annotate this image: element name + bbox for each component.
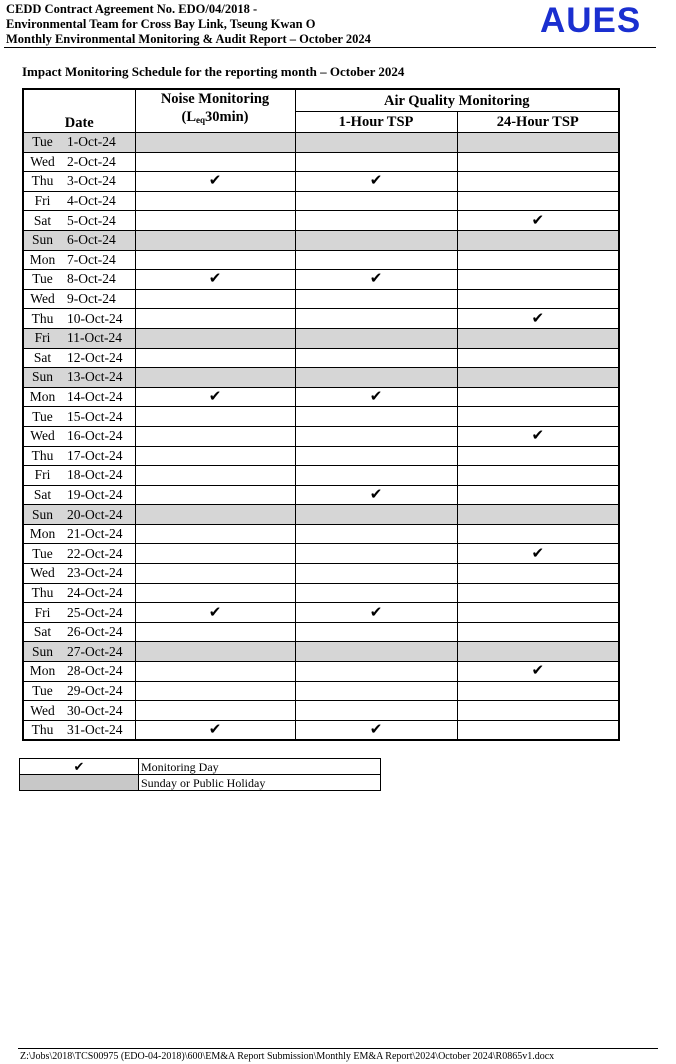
row-day: Sat (23, 485, 61, 505)
row-tsp1-cell (295, 348, 457, 368)
section-title: Impact Monitoring Schedule for the reporting month – October 2024 (22, 64, 405, 79)
row-date: 10-Oct-24 (61, 309, 135, 329)
row-date: 16-Oct-24 (61, 426, 135, 446)
row-tsp1-cell (295, 289, 457, 309)
row-date: 20-Oct-24 (61, 505, 135, 525)
table-row (23, 230, 619, 250)
row-noise-cell (135, 289, 295, 309)
row-noise-cell: ✔ (135, 387, 295, 407)
table-row (23, 681, 619, 701)
table-row (23, 270, 619, 290)
legend-row-monitoring (20, 759, 381, 775)
row-noise-cell (135, 505, 295, 525)
header-report-line: Monthly Environmental Monitoring & Audit Report – October 2024 (6, 32, 371, 46)
row-day: Thu (23, 309, 61, 329)
row-tsp1-cell: ✔ (295, 172, 457, 192)
row-tsp24-cell (457, 505, 619, 525)
row-tsp1-cell (295, 230, 457, 250)
row-tsp1-cell (295, 426, 457, 446)
table-row (23, 485, 619, 505)
noise-header-post: 30min) (205, 109, 249, 125)
schedule-body (23, 133, 619, 741)
row-day: Thu (23, 720, 61, 740)
row-tsp24-cell: ✔ (457, 662, 619, 682)
row-noise-cell (135, 230, 295, 250)
row-day: Thu (23, 583, 61, 603)
row-date: 11-Oct-24 (61, 328, 135, 348)
row-noise-cell (135, 368, 295, 388)
table-row (23, 387, 619, 407)
row-tsp24-cell (457, 524, 619, 544)
row-date: 30-Oct-24 (61, 701, 135, 721)
row-day: Sun (23, 505, 61, 525)
table-row (23, 446, 619, 466)
row-date: 5-Oct-24 (61, 211, 135, 231)
row-tsp1-cell (295, 152, 457, 172)
row-tsp24-cell (457, 289, 619, 309)
table-row (23, 544, 619, 564)
header-contract-line: CEDD Contract Agreement No. EDO/04/2018 - (6, 2, 258, 16)
row-tsp1-cell (295, 505, 457, 525)
table-row (23, 524, 619, 544)
table-row (23, 328, 619, 348)
row-date: 29-Oct-24 (61, 681, 135, 701)
row-day: Wed (23, 426, 61, 446)
row-day: Mon (23, 387, 61, 407)
footer-file-path: Z:\Jobs\2018\TCS00975 (EDO-04-2018)\600\EM&A Report Submission\Monthly EM&A Report\2024\October 2024\R0865v1.docx (20, 1051, 555, 1062)
row-tsp1-cell: ✔ (295, 603, 457, 623)
row-tsp24-cell (457, 681, 619, 701)
header-divider (4, 47, 656, 48)
row-noise-cell: ✔ (135, 270, 295, 290)
row-noise-cell (135, 662, 295, 682)
row-noise-cell (135, 446, 295, 466)
row-day: Tue (23, 544, 61, 564)
air-quality-header: Air Quality Monitoring (295, 89, 619, 112)
row-tsp24-cell (457, 191, 619, 211)
noise-header-sub: eq (196, 115, 205, 125)
row-tsp24-cell (457, 701, 619, 721)
row-tsp1-cell (295, 642, 457, 662)
row-tsp24-cell: ✔ (457, 544, 619, 564)
row-date: 18-Oct-24 (61, 466, 135, 486)
row-noise-cell (135, 191, 295, 211)
table-row (23, 642, 619, 662)
aues-logo: AUES (540, 1, 642, 40)
row-noise-cell (135, 681, 295, 701)
row-tsp24-cell (457, 407, 619, 427)
row-date: 6-Oct-24 (61, 230, 135, 250)
row-tsp24-cell (457, 466, 619, 486)
legend-monitoring-label: Monitoring Day (139, 759, 381, 775)
row-day: Tue (23, 407, 61, 427)
row-tsp1-cell (295, 191, 457, 211)
row-noise-cell (135, 250, 295, 270)
row-tsp24-cell: ✔ (457, 211, 619, 231)
row-date: 19-Oct-24 (61, 485, 135, 505)
row-day: Mon (23, 662, 61, 682)
row-tsp24-cell (457, 152, 619, 172)
row-tsp1-cell (295, 662, 457, 682)
legend-check-symbol: ✔ (20, 759, 139, 775)
row-tsp24-cell (457, 133, 619, 153)
table-row (23, 211, 619, 231)
row-noise-cell (135, 152, 295, 172)
table-row (23, 466, 619, 486)
table-row (23, 720, 619, 740)
row-tsp1-cell (295, 309, 457, 329)
noise-header-line1: Noise Monitoring (160, 91, 270, 107)
row-tsp24-cell (457, 368, 619, 388)
row-date: 12-Oct-24 (61, 348, 135, 368)
row-date: 24-Oct-24 (61, 583, 135, 603)
row-tsp1-cell (295, 407, 457, 427)
table-row (23, 603, 619, 623)
row-date: 7-Oct-24 (61, 250, 135, 270)
row-date: 14-Oct-24 (61, 387, 135, 407)
row-tsp1-cell (295, 701, 457, 721)
row-day: Wed (23, 152, 61, 172)
row-date: 13-Oct-24 (61, 368, 135, 388)
row-day: Sun (23, 642, 61, 662)
row-noise-cell (135, 701, 295, 721)
row-tsp24-cell (457, 564, 619, 584)
row-day: Sun (23, 230, 61, 250)
row-date: 21-Oct-24 (61, 524, 135, 544)
row-noise-cell (135, 309, 295, 329)
row-tsp24-cell (457, 230, 619, 250)
row-day: Thu (23, 446, 61, 466)
row-day: Sun (23, 368, 61, 388)
row-date: 15-Oct-24 (61, 407, 135, 427)
row-day: Fri (23, 191, 61, 211)
table-row (23, 250, 619, 270)
table-row (23, 407, 619, 427)
row-date: 8-Oct-24 (61, 270, 135, 290)
tsp-1hour-header: 1-Hour TSP (295, 112, 457, 133)
row-day: Fri (23, 466, 61, 486)
row-noise-cell (135, 622, 295, 642)
row-tsp1-cell (295, 133, 457, 153)
row-noise-cell (135, 133, 295, 153)
row-tsp24-cell (457, 348, 619, 368)
table-row (23, 172, 619, 192)
row-tsp1-cell (295, 544, 457, 564)
table-row (23, 426, 619, 446)
table-row (23, 191, 619, 211)
row-noise-cell: ✔ (135, 172, 295, 192)
row-tsp1-cell: ✔ (295, 270, 457, 290)
row-tsp1-cell (295, 466, 457, 486)
row-tsp1-cell (295, 681, 457, 701)
table-row (23, 289, 619, 309)
row-date: 2-Oct-24 (61, 152, 135, 172)
legend-table (19, 758, 381, 791)
row-tsp1-cell (295, 250, 457, 270)
row-tsp24-cell: ✔ (457, 309, 619, 329)
row-date: 28-Oct-24 (61, 662, 135, 682)
table-row (23, 701, 619, 721)
row-noise-cell (135, 524, 295, 544)
table-row (23, 505, 619, 525)
footer-divider (18, 1048, 658, 1049)
row-tsp1-cell (295, 368, 457, 388)
row-date: 4-Oct-24 (61, 191, 135, 211)
row-day: Wed (23, 289, 61, 309)
table-row (23, 152, 619, 172)
noise-header-pre: (L (181, 109, 196, 125)
table-row (23, 662, 619, 682)
row-noise-cell (135, 544, 295, 564)
row-date: 25-Oct-24 (61, 603, 135, 623)
table-row (23, 564, 619, 584)
row-tsp24-cell (457, 250, 619, 270)
row-noise-cell (135, 407, 295, 427)
row-noise-cell (135, 564, 295, 584)
monitoring-schedule-table (22, 88, 620, 741)
legend-row-holiday (20, 775, 381, 791)
row-tsp24-cell (457, 172, 619, 192)
row-day: Tue (23, 270, 61, 290)
noise-monitoring-header (135, 89, 295, 133)
row-tsp24-cell (457, 328, 619, 348)
row-day: Sat (23, 348, 61, 368)
row-day: Thu (23, 172, 61, 192)
row-tsp24-cell (457, 270, 619, 290)
row-tsp1-cell (295, 583, 457, 603)
row-noise-cell (135, 485, 295, 505)
row-tsp24-cell (457, 622, 619, 642)
row-day: Mon (23, 250, 61, 270)
table-row (23, 368, 619, 388)
row-tsp24-cell (457, 485, 619, 505)
row-noise-cell (135, 583, 295, 603)
table-row (23, 622, 619, 642)
row-day: Sat (23, 211, 61, 231)
row-day: Mon (23, 524, 61, 544)
row-tsp1-cell (295, 446, 457, 466)
row-date: 1-Oct-24 (61, 133, 135, 153)
row-date: 3-Oct-24 (61, 172, 135, 192)
row-tsp1-cell (295, 564, 457, 584)
row-tsp24-cell (457, 387, 619, 407)
row-tsp24-cell (457, 583, 619, 603)
row-date: 26-Oct-24 (61, 622, 135, 642)
table-row (23, 309, 619, 329)
table-row (23, 583, 619, 603)
row-noise-cell (135, 348, 295, 368)
row-tsp24-cell (457, 446, 619, 466)
row-noise-cell (135, 642, 295, 662)
table-row (23, 348, 619, 368)
row-date: 22-Oct-24 (61, 544, 135, 564)
row-day: Tue (23, 681, 61, 701)
row-tsp24-cell: ✔ (457, 426, 619, 446)
row-tsp1-cell: ✔ (295, 485, 457, 505)
row-date: 9-Oct-24 (61, 289, 135, 309)
row-noise-cell: ✔ (135, 603, 295, 623)
date-column-header: Date (23, 89, 135, 133)
row-tsp24-cell (457, 720, 619, 740)
legend-holiday-swatch (20, 775, 139, 791)
row-tsp1-cell: ✔ (295, 387, 457, 407)
row-date: 17-Oct-24 (61, 446, 135, 466)
row-tsp24-cell (457, 642, 619, 662)
row-date: 23-Oct-24 (61, 564, 135, 584)
row-date: 27-Oct-24 (61, 642, 135, 662)
row-day: Tue (23, 133, 61, 153)
row-tsp24-cell (457, 603, 619, 623)
row-noise-cell (135, 328, 295, 348)
legend-holiday-label: Sunday or Public Holiday (139, 775, 381, 791)
row-date: 31-Oct-24 (61, 720, 135, 740)
row-noise-cell (135, 466, 295, 486)
row-day: Fri (23, 328, 61, 348)
table-row (23, 133, 619, 153)
row-day: Wed (23, 564, 61, 584)
row-tsp1-cell (295, 524, 457, 544)
row-tsp1-cell: ✔ (295, 720, 457, 740)
row-day: Fri (23, 603, 61, 623)
row-noise-cell (135, 426, 295, 446)
row-day: Sat (23, 622, 61, 642)
header-team-line: Environmental Team for Cross Bay Link, Tseung Kwan O (6, 17, 316, 31)
row-noise-cell (135, 211, 295, 231)
row-tsp1-cell (295, 328, 457, 348)
tsp-24hour-header: 24-Hour TSP (457, 112, 619, 133)
row-noise-cell: ✔ (135, 720, 295, 740)
row-tsp1-cell (295, 211, 457, 231)
row-day: Wed (23, 701, 61, 721)
row-tsp1-cell (295, 622, 457, 642)
